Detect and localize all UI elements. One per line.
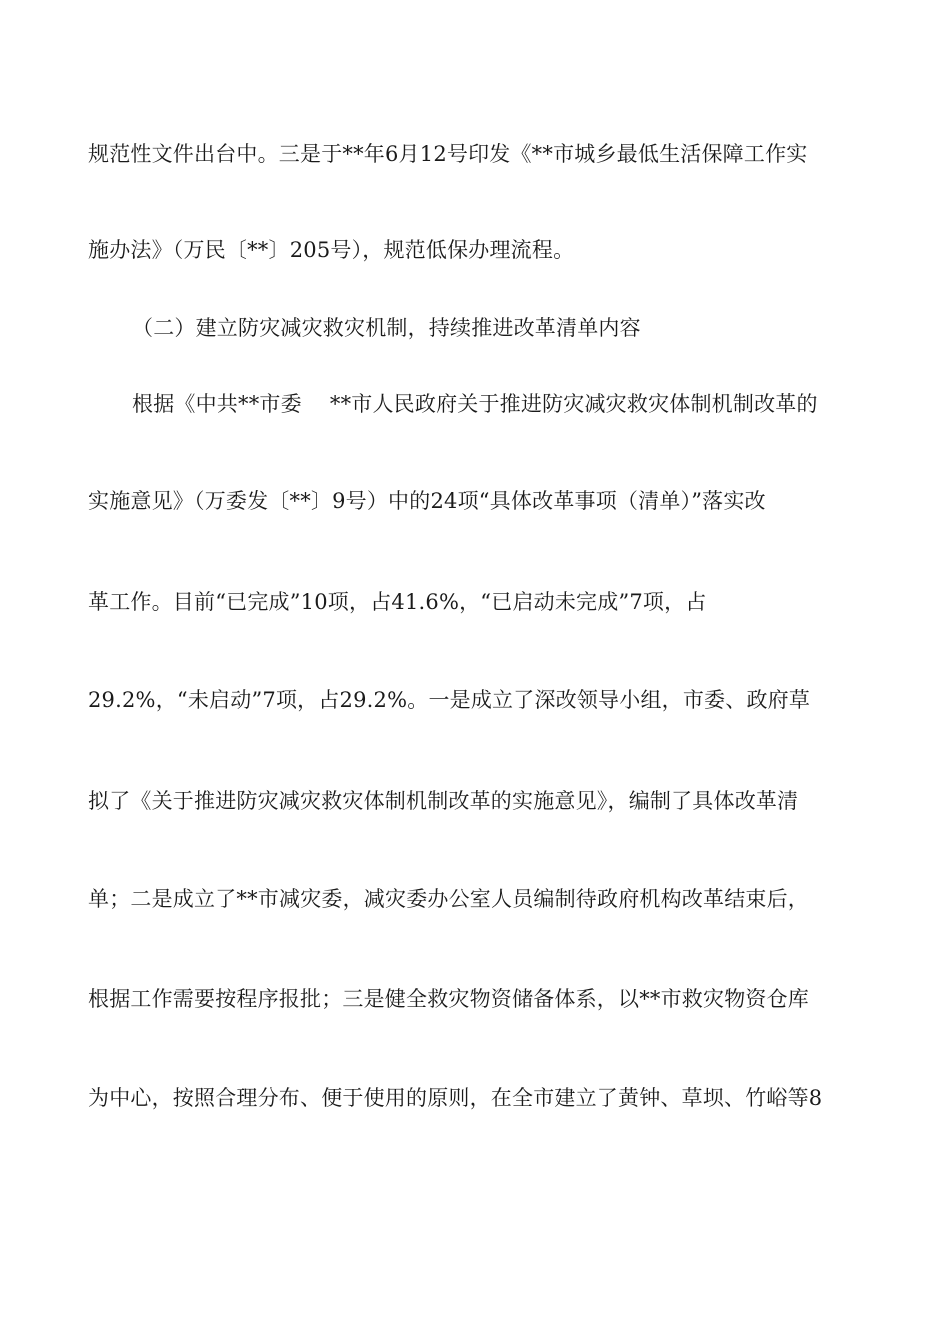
body-text-line: 单；二是成立了**市减灾委，减灾委办公室人员编制待政府机构改革结束后， [88, 887, 809, 911]
body-text-line: 实施意见》（万委发〔**〕9号）中的24项“具体改革事项（清单）”落实改 [88, 489, 766, 513]
body-text-line: 施办法》（万民〔**〕205号），规范低保办理流程。 [88, 238, 575, 262]
section-heading: （二）建立防灾减灾救灾机制，持续推进改革清单内容 [132, 316, 641, 340]
paragraph-first-line: 根据《中共**市委 **市人民政府关于推进防灾减灾救灾体制机制改革的 [132, 392, 818, 416]
body-text-line: 规范性文件出台中。三是于**年6月12号印发《**市城乡最低生活保障工作实 [88, 142, 808, 166]
body-text-line: 革工作。目前“已完成”10项，占41.6%，“已启动未完成”7项，占 [88, 590, 707, 614]
body-text-line: 根据工作需要按程序报批；三是健全救灾物资储备体系，以**市救灾物资仓库 [88, 987, 809, 1011]
body-text-line: 29.2%，“未启动”7项，占29.2%。一是成立了深改领导小组，市委、政府草 [88, 688, 811, 712]
body-text-line: 拟了《关于推进防灾减灾救灾体制机制改革的实施意见》，编制了具体改革清 [88, 789, 799, 813]
body-text-line: 为中心，按照合理分布、便于使用的原则，在全市建立了黄钟、草坝、竹峪等8 [88, 1086, 823, 1110]
